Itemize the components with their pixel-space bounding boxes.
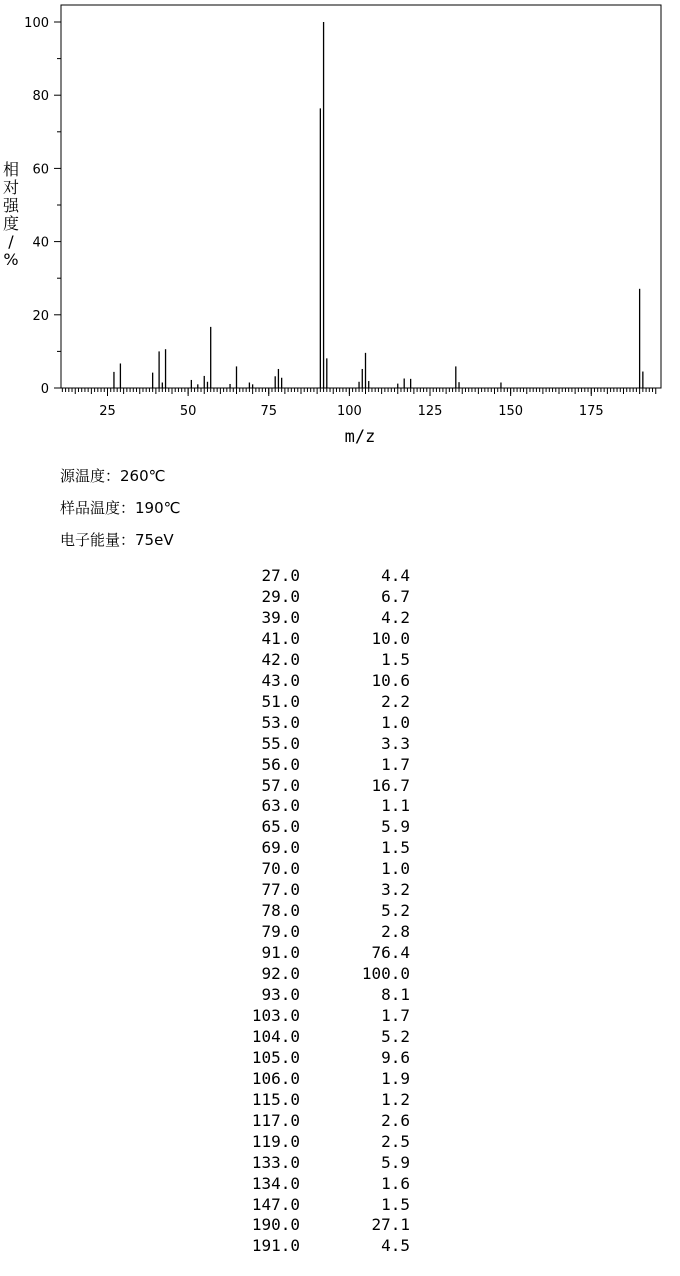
peak-row [0, 671, 680, 692]
peak-mz: 133.0 [251, 1152, 300, 1172]
peak-abundance: 1.7 [381, 1005, 410, 1025]
peak-abundance: 4.5 [381, 1236, 410, 1256]
y-tick-label: 60 [32, 162, 49, 178]
peak-abundance: 5.2 [381, 1026, 410, 1046]
peak-row [0, 1132, 680, 1153]
peak-abundance: 8.1 [381, 985, 410, 1004]
peak-row [0, 776, 680, 797]
peak-row [0, 1006, 680, 1027]
peak-abundance: 10.6 [371, 670, 410, 690]
peak-abundance: 3.2 [381, 880, 410, 900]
peak-mz: 104.0 [251, 1026, 300, 1046]
peak-mz: 55.0 [261, 733, 300, 753]
electron-energy-text: 电子能量：75eV [60, 531, 174, 549]
x-tick-label: 50 [179, 404, 197, 419]
peak-row [0, 796, 680, 817]
peak-row [0, 1048, 680, 1069]
peak-row [0, 1236, 680, 1257]
x-axis-label: m/z [344, 427, 376, 447]
peak-abundance: 1.5 [381, 649, 410, 669]
peak-row [0, 901, 680, 922]
peak-row [0, 608, 680, 629]
plot-frame [61, 5, 661, 388]
peak-row [0, 755, 680, 776]
peak-abundance: 6.7 [381, 586, 410, 606]
y-axis-label-char: 对 [2, 178, 20, 197]
peak-row [0, 1027, 680, 1048]
peak-mz: 27.0 [261, 566, 300, 585]
peak-abundance: 9.6 [381, 1047, 410, 1067]
x-axis-ticks [99, 388, 603, 419]
peak-mz: 191.0 [251, 1236, 300, 1256]
mass-spectrum-chart [0, 0, 680, 450]
peak-abundance: 1.2 [381, 1089, 410, 1109]
electron-energy [60, 529, 174, 550]
peak-abundance: 2.8 [381, 922, 410, 942]
peak-row [0, 985, 680, 1006]
y-axis-label-char: 度 [2, 214, 20, 233]
y-axis-label-char: % [3, 250, 19, 269]
peak-mz: 79.0 [261, 922, 300, 942]
peak-row [0, 650, 680, 671]
peak-mz: 43.0 [261, 670, 300, 690]
x-tick-label: 100 [336, 404, 362, 419]
peak-mz: 117.0 [251, 1110, 300, 1130]
peak-abundance: 100.0 [361, 964, 410, 984]
spectrum-bars [114, 22, 643, 388]
x-tick-label: 25 [99, 404, 116, 419]
peak-row [0, 1069, 680, 1090]
peak-row [0, 943, 680, 964]
peak-mz: 105.0 [251, 1047, 300, 1067]
peak-row [0, 1090, 680, 1111]
peak-mz: 69.0 [261, 838, 300, 858]
peak-row [0, 859, 680, 880]
y-tick-label: 0 [40, 382, 49, 397]
peak-row [0, 1174, 680, 1195]
peak-mz: 106.0 [251, 1068, 300, 1088]
peak-mz: 42.0 [261, 649, 300, 669]
peak-abundance: 3.3 [381, 733, 410, 753]
peak-row [0, 1195, 680, 1216]
peak-abundance: 5.9 [381, 1152, 410, 1172]
peak-mz: 29.0 [261, 586, 300, 606]
y-axis-label [3, 160, 20, 269]
peak-mz: 92.0 [261, 964, 300, 984]
peak-abundance: 76.4 [371, 943, 410, 963]
x-tick-label: 150 [498, 404, 524, 419]
peak-abundance: 2.5 [381, 1131, 410, 1151]
sample-temperature [60, 497, 180, 518]
peak-abundance: 10.0 [371, 628, 410, 648]
peak-abundance: 5.9 [381, 817, 410, 837]
peak-row [0, 1153, 680, 1174]
x-tick-label: 75 [260, 404, 278, 419]
peak-abundance: 1.7 [381, 754, 410, 774]
sample-temperature-text: 样品温度：190℃ [60, 499, 181, 517]
peak-abundance: 1.0 [381, 859, 410, 879]
y-axis-label-char: 相 [2, 160, 20, 179]
peak-abundance: 1.5 [381, 1194, 410, 1214]
peak-row [0, 587, 680, 608]
peak-mz: 70.0 [261, 859, 300, 879]
x-minor-ticks [62, 388, 655, 394]
peak-mz: 56.0 [261, 754, 300, 774]
peak-row [0, 713, 680, 734]
y-axis-label-char: 强 [2, 196, 20, 215]
peak-row [0, 922, 680, 943]
peak-mz: 57.0 [261, 775, 300, 795]
peak-abundance: 1.1 [381, 796, 410, 816]
peak-mz: 103.0 [251, 1005, 300, 1025]
peak-abundance: 1.9 [381, 1068, 410, 1088]
peak-row [0, 692, 680, 713]
peak-mz: 91.0 [261, 943, 300, 963]
y-tick-label: 80 [32, 89, 49, 105]
peak-row [0, 817, 680, 838]
peak-abundance: 2.6 [381, 1110, 410, 1130]
peak-mz: 119.0 [251, 1131, 300, 1151]
peak-mz: 51.0 [261, 691, 300, 711]
peak-abundance: 1.0 [381, 712, 410, 732]
peak-row [0, 734, 680, 755]
x-tick-label: 175 [578, 404, 604, 419]
source-temperature [60, 465, 165, 486]
peak-mz: 63.0 [261, 796, 300, 816]
peak-row [0, 964, 680, 985]
peak-mz: 53.0 [261, 712, 300, 732]
peak-mz: 78.0 [261, 901, 300, 921]
peak-mz: 77.0 [261, 880, 300, 900]
peak-mz: 134.0 [251, 1173, 300, 1193]
source-temperature-text: 源温度：260℃ [60, 467, 166, 485]
peak-row [0, 880, 680, 901]
y-tick-label: 40 [32, 235, 49, 251]
peak-mz: 115.0 [251, 1089, 300, 1109]
peak-mz: 93.0 [261, 985, 300, 1004]
peak-row [0, 1111, 680, 1132]
peak-abundance: 2.2 [381, 691, 410, 711]
y-axis-label-char: / [8, 232, 14, 251]
y-axis-ticks [24, 16, 61, 397]
peak-mz: 65.0 [261, 817, 300, 837]
peak-row [0, 838, 680, 859]
peak-abundance: 27.1 [371, 1215, 410, 1235]
x-tick-label: 125 [417, 404, 443, 419]
peak-mz: 190.0 [251, 1215, 300, 1235]
peak-abundance: 16.7 [371, 775, 410, 795]
peak-abundance: 5.2 [381, 901, 410, 921]
peak-abundance: 1.5 [381, 838, 410, 858]
peak-abundance: 4.2 [381, 607, 410, 627]
y-tick-label: 20 [32, 308, 49, 324]
y-tick-label: 100 [24, 16, 49, 31]
peak-row [0, 566, 680, 587]
peak-mz: 39.0 [261, 607, 300, 627]
peak-row [0, 629, 680, 650]
peak-abundance: 1.6 [381, 1173, 410, 1193]
peak-abundance: 4.4 [381, 566, 410, 585]
peak-mz: 41.0 [261, 628, 300, 648]
peak-row [0, 1215, 680, 1236]
peak-mz: 147.0 [251, 1194, 300, 1214]
